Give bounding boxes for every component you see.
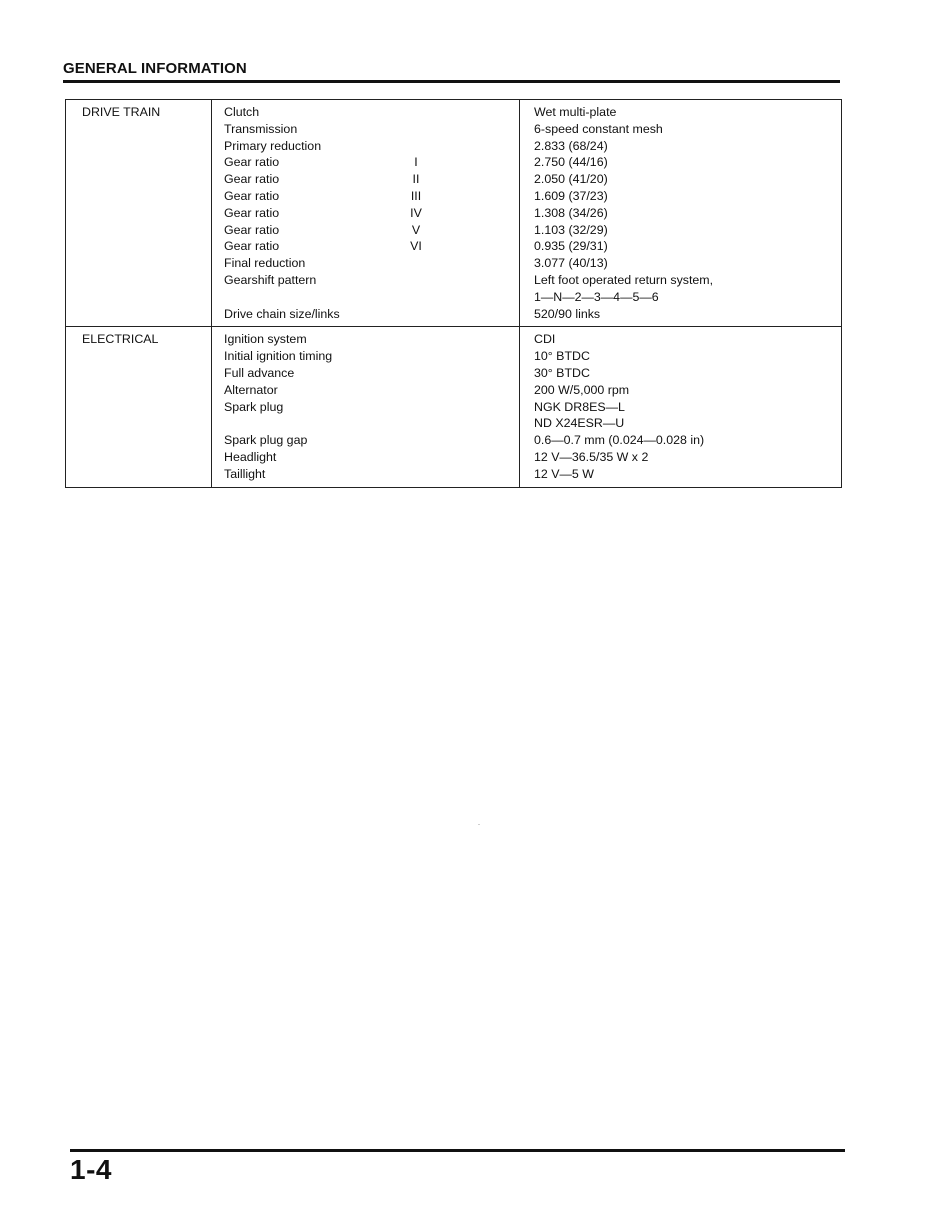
scan-speck bbox=[478, 824, 480, 825]
spec-item-label: Transmission bbox=[224, 121, 298, 136]
spec-value: 1.609 (37/23) bbox=[534, 188, 608, 203]
spec-item-label: Taillight bbox=[224, 466, 266, 481]
spec-item-label: Gear ratio bbox=[224, 155, 280, 170]
spec-item-label: Final reduction bbox=[224, 256, 306, 271]
spec-item-gear: IV bbox=[410, 205, 422, 220]
spec-value: 1.308 (34/26) bbox=[534, 205, 608, 220]
spec-item bbox=[212, 306, 519, 323]
page-number: 1-4 bbox=[70, 1154, 112, 1185]
spec-item bbox=[212, 432, 519, 449]
spec-item-label: Drive chain size/links bbox=[224, 306, 340, 321]
value-cell bbox=[520, 327, 842, 487]
spec-item-label: Primary reduction bbox=[224, 138, 322, 153]
section-row bbox=[66, 100, 842, 327]
spec-item bbox=[212, 121, 519, 138]
spec-item-gear: I bbox=[414, 155, 418, 170]
section-row bbox=[66, 327, 842, 487]
spec-item-gear bbox=[396, 449, 436, 466]
spec-item bbox=[212, 138, 519, 155]
spec-item-spacer bbox=[212, 289, 519, 306]
spec-item-gear bbox=[396, 306, 436, 323]
spec-item-spacer bbox=[212, 415, 519, 432]
spec-value: 0.6—0.7 mm (0.024—0.028 in) bbox=[534, 433, 705, 448]
header-rule bbox=[63, 80, 840, 83]
item-cell bbox=[212, 100, 520, 327]
category-label: ELECTRICAL bbox=[82, 332, 159, 347]
spec-value: Wet multi-plate bbox=[534, 105, 617, 119]
spec-item bbox=[212, 449, 519, 466]
spec-item bbox=[212, 399, 519, 416]
spec-item-label: Headlight bbox=[224, 449, 277, 464]
spec-item-gear bbox=[396, 255, 436, 272]
spec-value: 3.077 (40/13) bbox=[534, 256, 608, 271]
spec-item bbox=[212, 348, 519, 365]
spec-item-gear bbox=[396, 331, 436, 348]
spec-item bbox=[212, 205, 519, 222]
spec-value: 30° BTDC bbox=[534, 365, 590, 380]
spec-item-label: Gear ratio bbox=[224, 239, 280, 254]
spec-value: 10° BTDC bbox=[534, 349, 590, 364]
spec-value: 6-speed constant mesh bbox=[534, 121, 663, 136]
item-cell bbox=[212, 327, 520, 487]
spec-item bbox=[212, 466, 519, 483]
spec-item-gear bbox=[396, 365, 436, 382]
spec-value: 12 V—5 W bbox=[534, 466, 594, 481]
spec-value: 200 W/5,000 rpm bbox=[534, 382, 630, 397]
spec-item-label: Gearshift pattern bbox=[224, 272, 317, 287]
spec-item-label: Gear ratio bbox=[224, 222, 280, 237]
spec-item-label: Initial ignition timing bbox=[224, 349, 333, 364]
spec-value: 1.103 (32/29) bbox=[534, 222, 608, 237]
footer-rule bbox=[70, 1149, 845, 1152]
spec-item-gear: V bbox=[411, 222, 421, 237]
spec-item bbox=[212, 171, 519, 188]
spec-item-gear bbox=[396, 432, 436, 449]
page-title: GENERAL INFORMATION bbox=[63, 60, 247, 77]
spec-value: 12 V—36.5/35 W x 2 bbox=[534, 449, 649, 464]
spec-value: 1—N—2—3—4—5—6 bbox=[534, 289, 659, 304]
spec-item-label: Ignition system bbox=[224, 332, 307, 347]
category-label: DRIVE TRAIN bbox=[82, 105, 161, 119]
spec-item bbox=[212, 154, 519, 171]
spec-item-gear: II bbox=[412, 172, 420, 187]
spec-value: NGK DR8ES—L bbox=[534, 399, 625, 414]
spec-value: 2.750 (44/16) bbox=[534, 155, 608, 170]
spec-value: 2.050 (41/20) bbox=[534, 172, 608, 187]
spec-item-label: Gear ratio bbox=[224, 188, 280, 203]
spec-value: 520/90 links bbox=[534, 306, 601, 321]
spec-item-label: Spark plug gap bbox=[224, 433, 308, 448]
spec-item-label: Clutch bbox=[224, 105, 260, 119]
spec-value: Left foot operated return system, bbox=[534, 272, 714, 287]
spec-item bbox=[212, 222, 519, 239]
spec-item-gear bbox=[396, 272, 436, 289]
specifications-table bbox=[65, 99, 842, 488]
spec-value: ND X24ESR—U bbox=[534, 416, 625, 431]
spec-item bbox=[212, 188, 519, 205]
value-cell bbox=[520, 100, 842, 327]
spec-item-label: Gear ratio bbox=[224, 172, 280, 187]
spec-item-gear: III bbox=[410, 188, 422, 203]
spec-item-gear bbox=[396, 348, 436, 365]
spec-item-gear bbox=[396, 466, 436, 483]
spec-item bbox=[212, 255, 519, 272]
spec-item-label: Alternator bbox=[224, 382, 278, 397]
spec-item-gear bbox=[396, 138, 436, 155]
spec-item bbox=[212, 331, 519, 348]
category-cell bbox=[66, 327, 212, 487]
spec-item-label: Spark plug bbox=[224, 399, 284, 414]
spec-item bbox=[212, 104, 519, 121]
spec-value: CDI bbox=[534, 332, 556, 347]
spec-item bbox=[212, 272, 519, 289]
category-cell bbox=[66, 100, 212, 327]
spec-item-gear bbox=[396, 121, 436, 138]
spec-item-gear bbox=[396, 382, 436, 399]
spec-item bbox=[212, 238, 519, 255]
spec-item-label: Gear ratio bbox=[224, 205, 280, 220]
spec-item bbox=[212, 365, 519, 382]
spec-item-label: Full advance bbox=[224, 365, 295, 380]
spec-item-gear bbox=[396, 399, 436, 416]
spec-item bbox=[212, 382, 519, 399]
spec-item-gear: VI bbox=[410, 239, 422, 254]
spec-item-gear bbox=[396, 104, 436, 121]
spec-value: 0.935 (29/31) bbox=[534, 239, 608, 254]
spec-value: 2.833 (68/24) bbox=[534, 138, 608, 153]
